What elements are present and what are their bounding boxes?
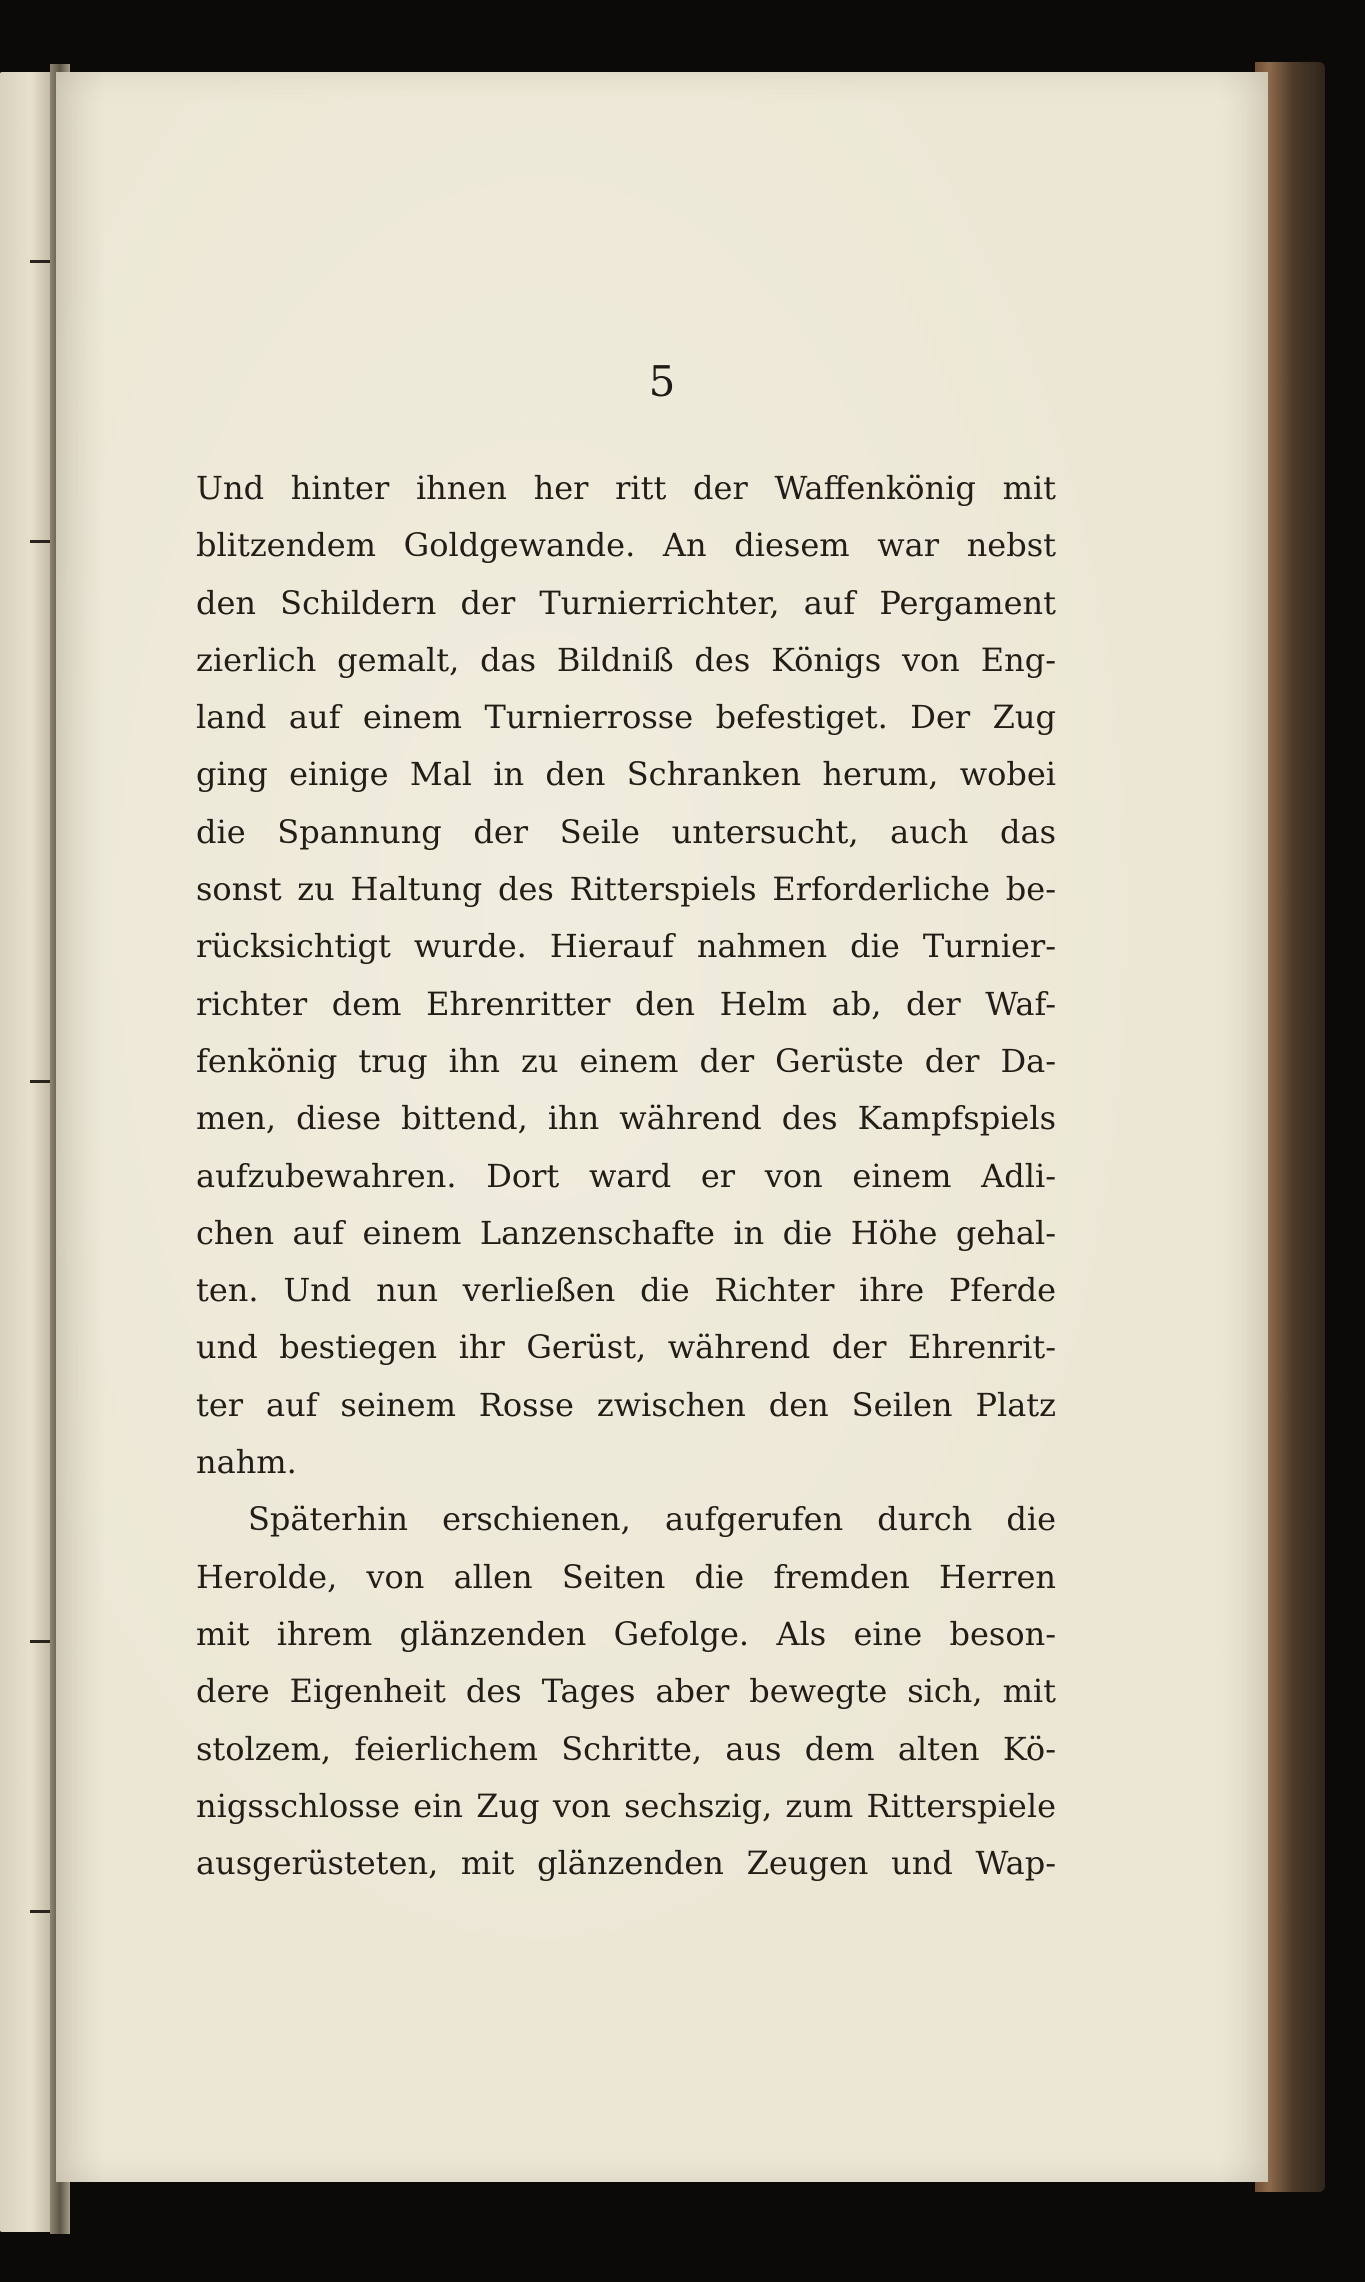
text-line: dere Eigenheit des Tages aber bewegte sich, mit xyxy=(196,1672,1056,1711)
text-line: nahm. xyxy=(196,1443,297,1482)
paragraph-2 xyxy=(196,1491,1056,1892)
text-line: rücksichtigt wurde. Hierauf nahmen die Turnier- xyxy=(196,927,1056,966)
text-line: Späterhin erschienen, aufgerufen durch die xyxy=(248,1500,1056,1539)
text-line: aufzubewahren. Dort ward er von einem Adli- xyxy=(196,1156,1056,1195)
facing-page-edge xyxy=(0,72,56,2232)
book-page xyxy=(56,72,1268,2182)
text-line: ausgerüsteten, mit glänzenden Zeugen und Wap- xyxy=(196,1844,1056,1883)
text-line: fenkönig trug ihn zu einem der Gerüste der Da- xyxy=(196,1041,1056,1080)
text-line: sonst zu Haltung des Ritterspiels Erforderliche be- xyxy=(196,870,1056,909)
text-line: zierlich gemalt, das Bildniß des Königs von Eng- xyxy=(196,640,1056,679)
text-line: nigsschlosse ein Zug von sechszig, zum Ritterspiele xyxy=(196,1786,1056,1825)
text-line: Und hinter ihnen her ritt der Waffenkönig mit xyxy=(196,469,1056,507)
text-line: chen auf einem Lanzenschafte in die Höhe gehal- xyxy=(196,1213,1056,1252)
text-line: ter auf seinem Rosse zwischen den Seilen Platz xyxy=(196,1385,1056,1424)
paragraph-1 xyxy=(196,460,1056,1491)
body-text xyxy=(196,460,1056,1892)
page-number: 5 xyxy=(648,357,676,406)
text-line: den Schildern der Turnierrichter, auf Pergament xyxy=(196,583,1056,622)
text-line: richter dem Ehrenritter den Helm ab, der Waf- xyxy=(196,984,1056,1023)
text-line: men, diese bittend, ihn während des Kampfspiels xyxy=(196,1099,1056,1138)
text-line: mit ihrem glänzenden Gefolge. Als eine beson- xyxy=(196,1614,1056,1653)
text-line: blitzendem Goldgewande. An diesem war nebst xyxy=(196,526,1056,565)
text-line: ging einige Mal in den Schranken herum, wobei xyxy=(196,755,1056,794)
text-line: die Spannung der Seile untersucht, auch das xyxy=(196,812,1056,851)
text-line: land auf einem Turnierrosse befestiget. Der Zug xyxy=(196,698,1056,737)
text-line: ten. Und nun verließen die Richter ihre Pferde xyxy=(196,1271,1056,1310)
text-line: und bestiegen ihr Gerüst, während der Ehrenrit- xyxy=(196,1328,1056,1367)
text-line: stolzem, feierlichem Schritte, aus dem alten Kö- xyxy=(196,1729,1056,1768)
text-line: Herolde, von allen Seiten die fremden Herren xyxy=(196,1557,1056,1596)
